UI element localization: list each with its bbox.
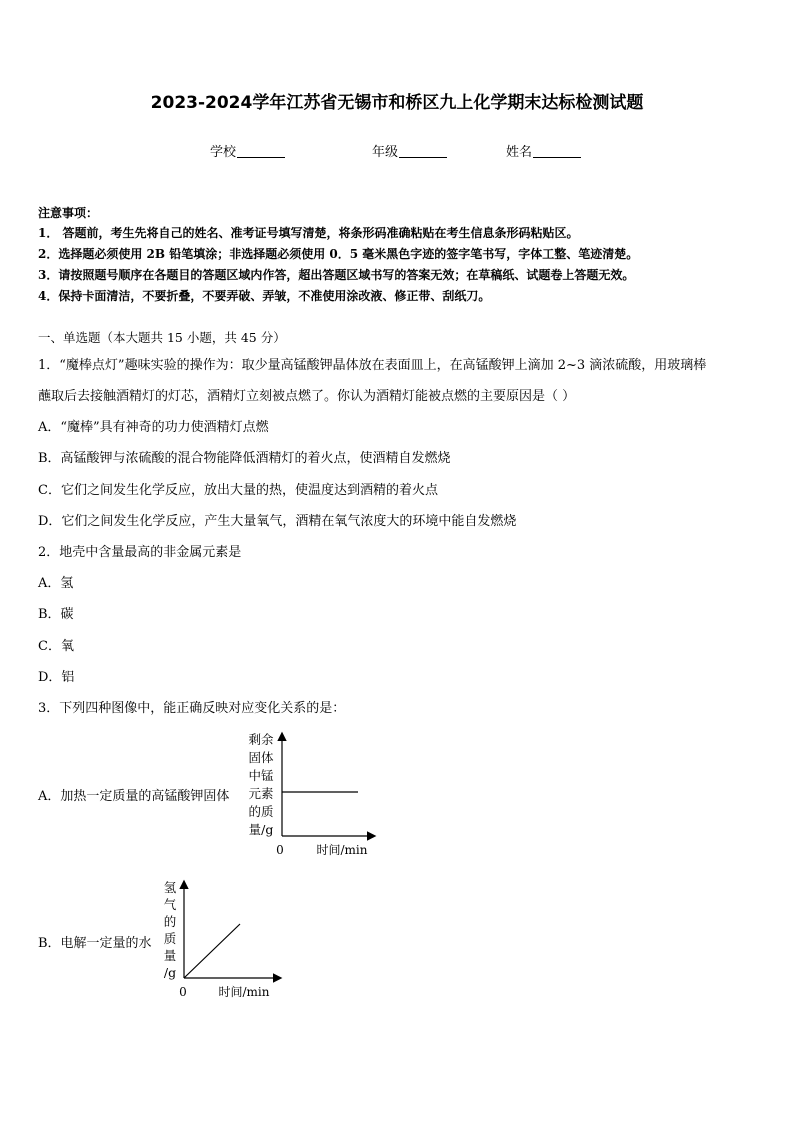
question-3-option-a-label: A．加热一定质量的高锰酸钾固体 — [38, 789, 230, 804]
question-2-option-b: B．碳 — [38, 607, 74, 622]
question-2-option-d: D．铝 — [38, 670, 75, 685]
school-field — [210, 141, 285, 160]
option-a-graph — [240, 728, 380, 860]
school-blank[interactable] — [237, 144, 285, 158]
school-label: 学校 — [210, 145, 237, 160]
x-axis-label: 时间/min — [218, 985, 270, 999]
question-1-option-d: D．它们之间发生化学反应，产生大量氧气，酒精在氧气浓度大的环境中能自发燃烧 — [38, 514, 517, 529]
name-blank[interactable] — [533, 144, 581, 158]
question-2-option-a: A．氢 — [38, 576, 74, 591]
question-1-option-a: A．“魔棒”具有神奇的功力使酒精灯点燃 — [38, 420, 269, 435]
grade-blank[interactable] — [399, 144, 447, 158]
data-line-rising — [184, 924, 240, 978]
y-label-line: 元素 — [248, 786, 274, 801]
y-label-line: 固体 — [248, 750, 274, 765]
question-2-option-c: C．氧 — [38, 639, 74, 654]
question-3-stem: 3．下列四种图像中，能正确反映对应变化关系的是： — [38, 701, 346, 716]
section-heading: 一、单选题（本大题共 15 小题，共 45 分） — [38, 330, 286, 345]
question-1-stem-line2: 蘸取后去接触酒精灯的灯芯，酒精灯立刻被点燃了。你认为酒精灯能被点燃的主要原因是（ ） — [38, 389, 576, 404]
origin-label: 0 — [276, 843, 284, 857]
y-label-line: 氢 — [163, 880, 177, 895]
origin-label: 0 — [179, 985, 187, 999]
note-item: 4．保持卡面清洁，不要折叠，不要弄破、弄皱，不准使用涂改液、修正带、刮纸刀。 — [38, 289, 491, 303]
note-item: 1． 答题前，考生先将自己的姓名、准考证号填写清楚，将条形码准确粘贴在考生信息条形码粘贴区。 — [38, 226, 579, 240]
grade-label: 年级 — [372, 145, 399, 160]
page-title: 2023-2024学年江苏省无锡市和桥区九上化学期末达标检测试题 — [150, 93, 644, 113]
notes-heading: 注意事项： — [38, 206, 99, 220]
x-axis-label: 时间/min — [316, 843, 368, 857]
question-1-option-b: B．高锰酸钾与浓硫酸的混合物能降低酒精灯的着火点，使酒精自发燃烧 — [38, 451, 451, 466]
question-3-option-b-label: B．电解一定量的水 — [38, 936, 152, 951]
y-label-line: 气 — [163, 897, 177, 912]
question-2-stem: 2．地壳中含量最高的非金属元素是 — [38, 545, 242, 560]
note-item: 3．请按照题号顺序在各题目的答题区域内作答，超出答题区域书写的答案无效；在草稿纸、试题卷上答题无效。 — [38, 268, 635, 282]
y-label-line: 的质 — [248, 804, 274, 819]
name-label: 姓名 — [506, 145, 533, 160]
note-item: 2．选择题必须使用 2B 铅笔填涂；非选择题必须使用 0．5 毫米黑色字迹的签字笔书写，字体工整、笔迹清楚。 — [38, 247, 639, 261]
question-1-stem-line1: 1．“魔棒点灯”趣味实验的操作为：取少量高锰酸钾晶体放在表面皿上，在高锰酸钾上滴加 2~3 滴浓硫酸，用玻璃棒 — [38, 358, 707, 373]
y-label-line: 量 — [163, 948, 177, 963]
name-field — [506, 141, 581, 160]
grade-field — [372, 141, 447, 160]
y-label-line: 质 — [163, 931, 177, 946]
y-label-line: 的 — [163, 914, 177, 929]
y-label-line: 量/g — [248, 822, 274, 837]
option-b-graph — [156, 878, 286, 1002]
y-label-line: 剩余 — [248, 732, 274, 747]
question-1-option-c: C．它们之间发生化学反应，放出大量的热，使温度达到酒精的着火点 — [38, 483, 438, 498]
y-label-line: /g — [163, 965, 177, 980]
y-label-line: 中锰 — [248, 768, 274, 783]
